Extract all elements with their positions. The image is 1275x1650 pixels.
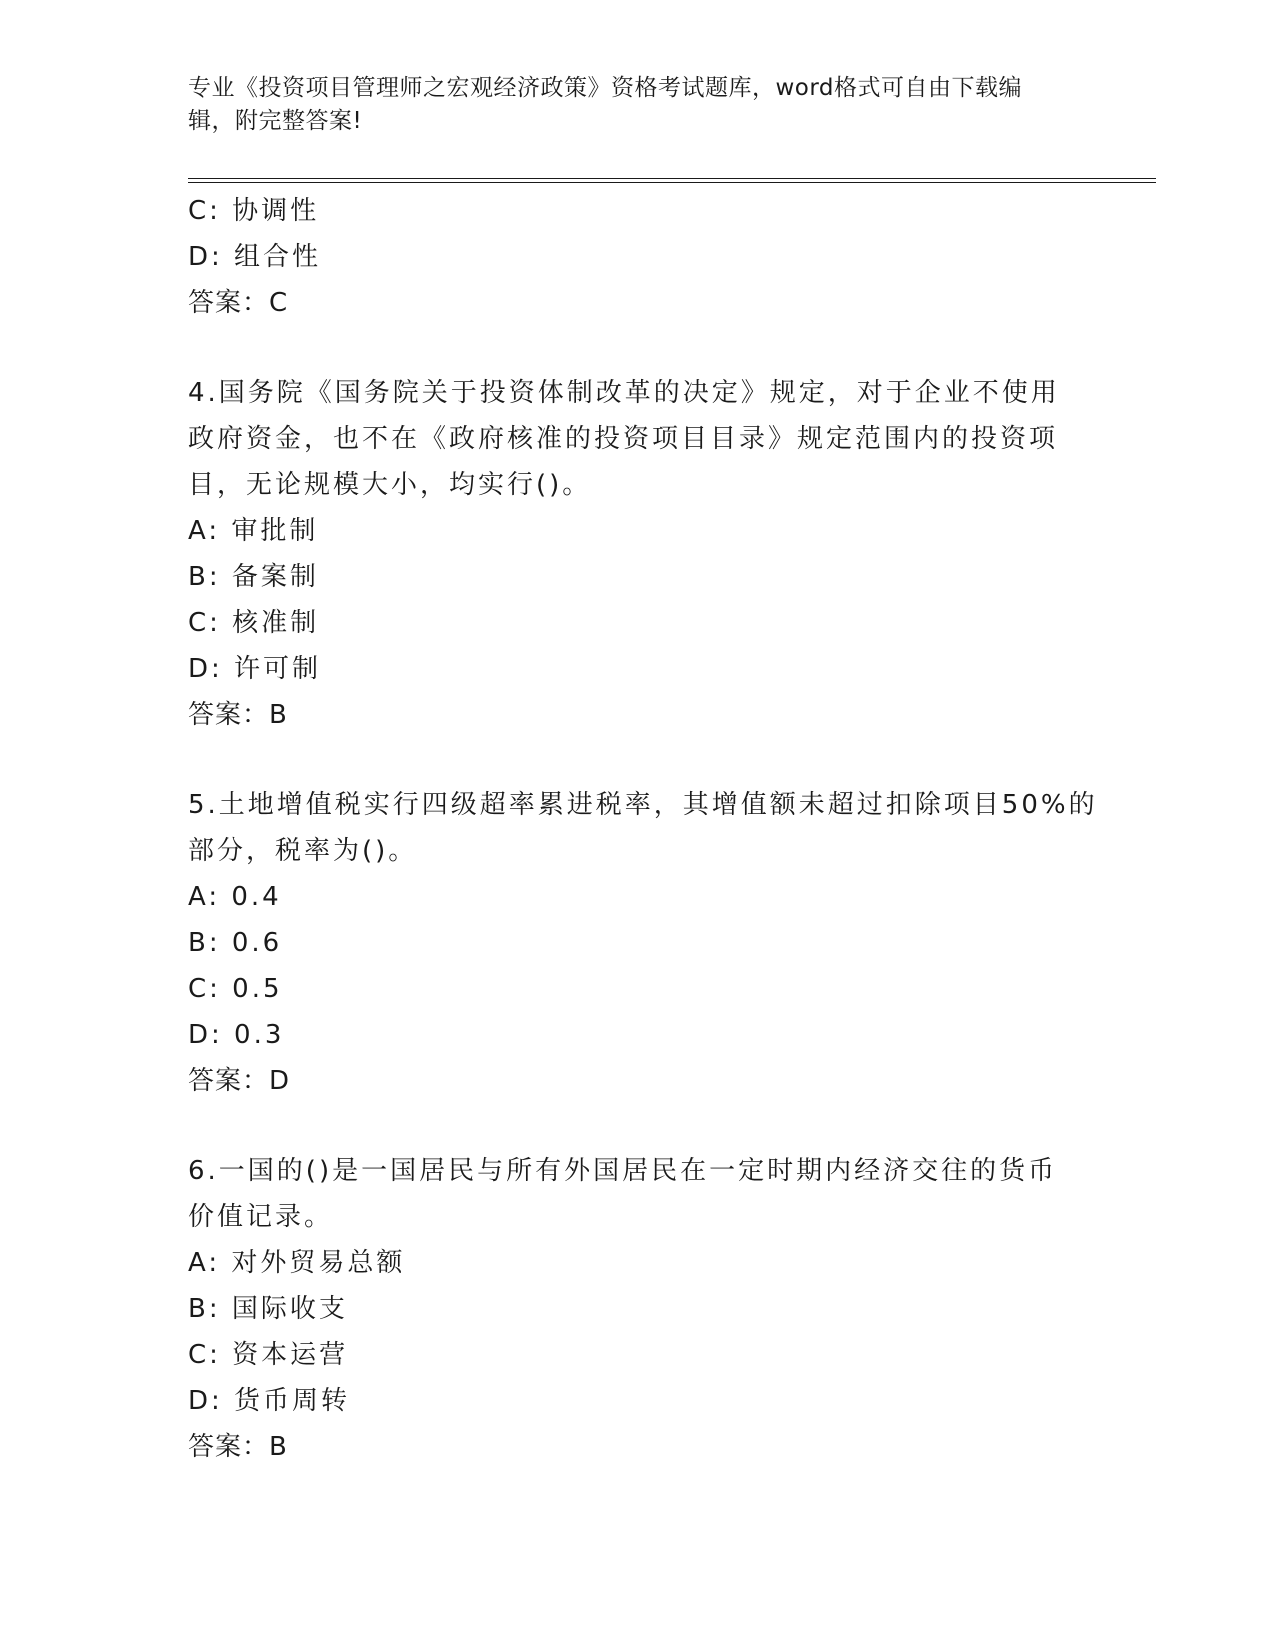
document-header: [188, 72, 1068, 138]
stem-line: 价值记录。: [188, 1202, 334, 1232]
option-b: B: 0.6: [188, 928, 283, 958]
question-stem: [188, 1148, 1088, 1240]
option-d: D: 组合性: [188, 242, 322, 272]
option-b: B: 国际收支: [188, 1294, 348, 1324]
option-a: A: 对外贸易总额: [188, 1248, 406, 1278]
question-list: [188, 188, 1098, 1470]
option-c: C: 核准制: [188, 608, 320, 638]
option-d: D: 许可制: [188, 654, 322, 684]
stem-line: 5.土地增值税实行四级超率累进税率，其增值额未超过扣除项目50%的: [188, 790, 1098, 820]
option-c: C: 协调性: [188, 196, 320, 226]
question-5: [188, 782, 1098, 1104]
stem-line: 部分，税率为()。: [188, 836, 418, 866]
header-line-2: 辑，附完整答案!: [188, 108, 363, 134]
question-gap: [188, 1104, 1088, 1148]
option-b: B: 备案制: [188, 562, 319, 592]
option-a: A: 审批制: [188, 516, 319, 546]
answer-line: 答案：D: [188, 1066, 291, 1096]
option-c: C: 资本运营: [188, 1340, 349, 1370]
option-d: D: 0.3: [188, 1020, 285, 1050]
question-3-tail: [188, 188, 1088, 326]
answer-line: 答案：B: [188, 700, 288, 730]
header-line-1: 专业《投资项目管理师之宏观经济政策》资格考试题库，word格式可自由下载编: [188, 75, 1023, 101]
header-divider-top: [188, 178, 1156, 179]
stem-line: 目，无论规模大小，均实行()。: [188, 470, 592, 500]
option-d: D: 货币周转: [188, 1386, 351, 1416]
option-a: A: 0.4: [188, 882, 282, 912]
question-gap: [188, 738, 1088, 782]
answer-line: 答案：B: [188, 1432, 288, 1462]
stem-line: 4.国务院《国务院关于投资体制改革的决定》规定，对于企业不使用: [188, 378, 1060, 408]
question-6: [188, 1148, 1088, 1470]
question-4: [188, 370, 1088, 738]
answer-line: 答案：C: [188, 288, 289, 318]
stem-line: 政府资金，也不在《政府核准的投资项目目录》规定范围内的投资项: [188, 424, 1059, 454]
header-divider-bottom: [188, 182, 1156, 183]
question-stem: [188, 782, 1098, 874]
option-c: C: 0.5: [188, 974, 283, 1004]
question-gap: [188, 326, 1088, 370]
question-stem: [188, 370, 1088, 508]
stem-line: 6.一国的()是一国居民与所有外国居民在一定时期内经济交往的货币: [188, 1156, 1058, 1186]
